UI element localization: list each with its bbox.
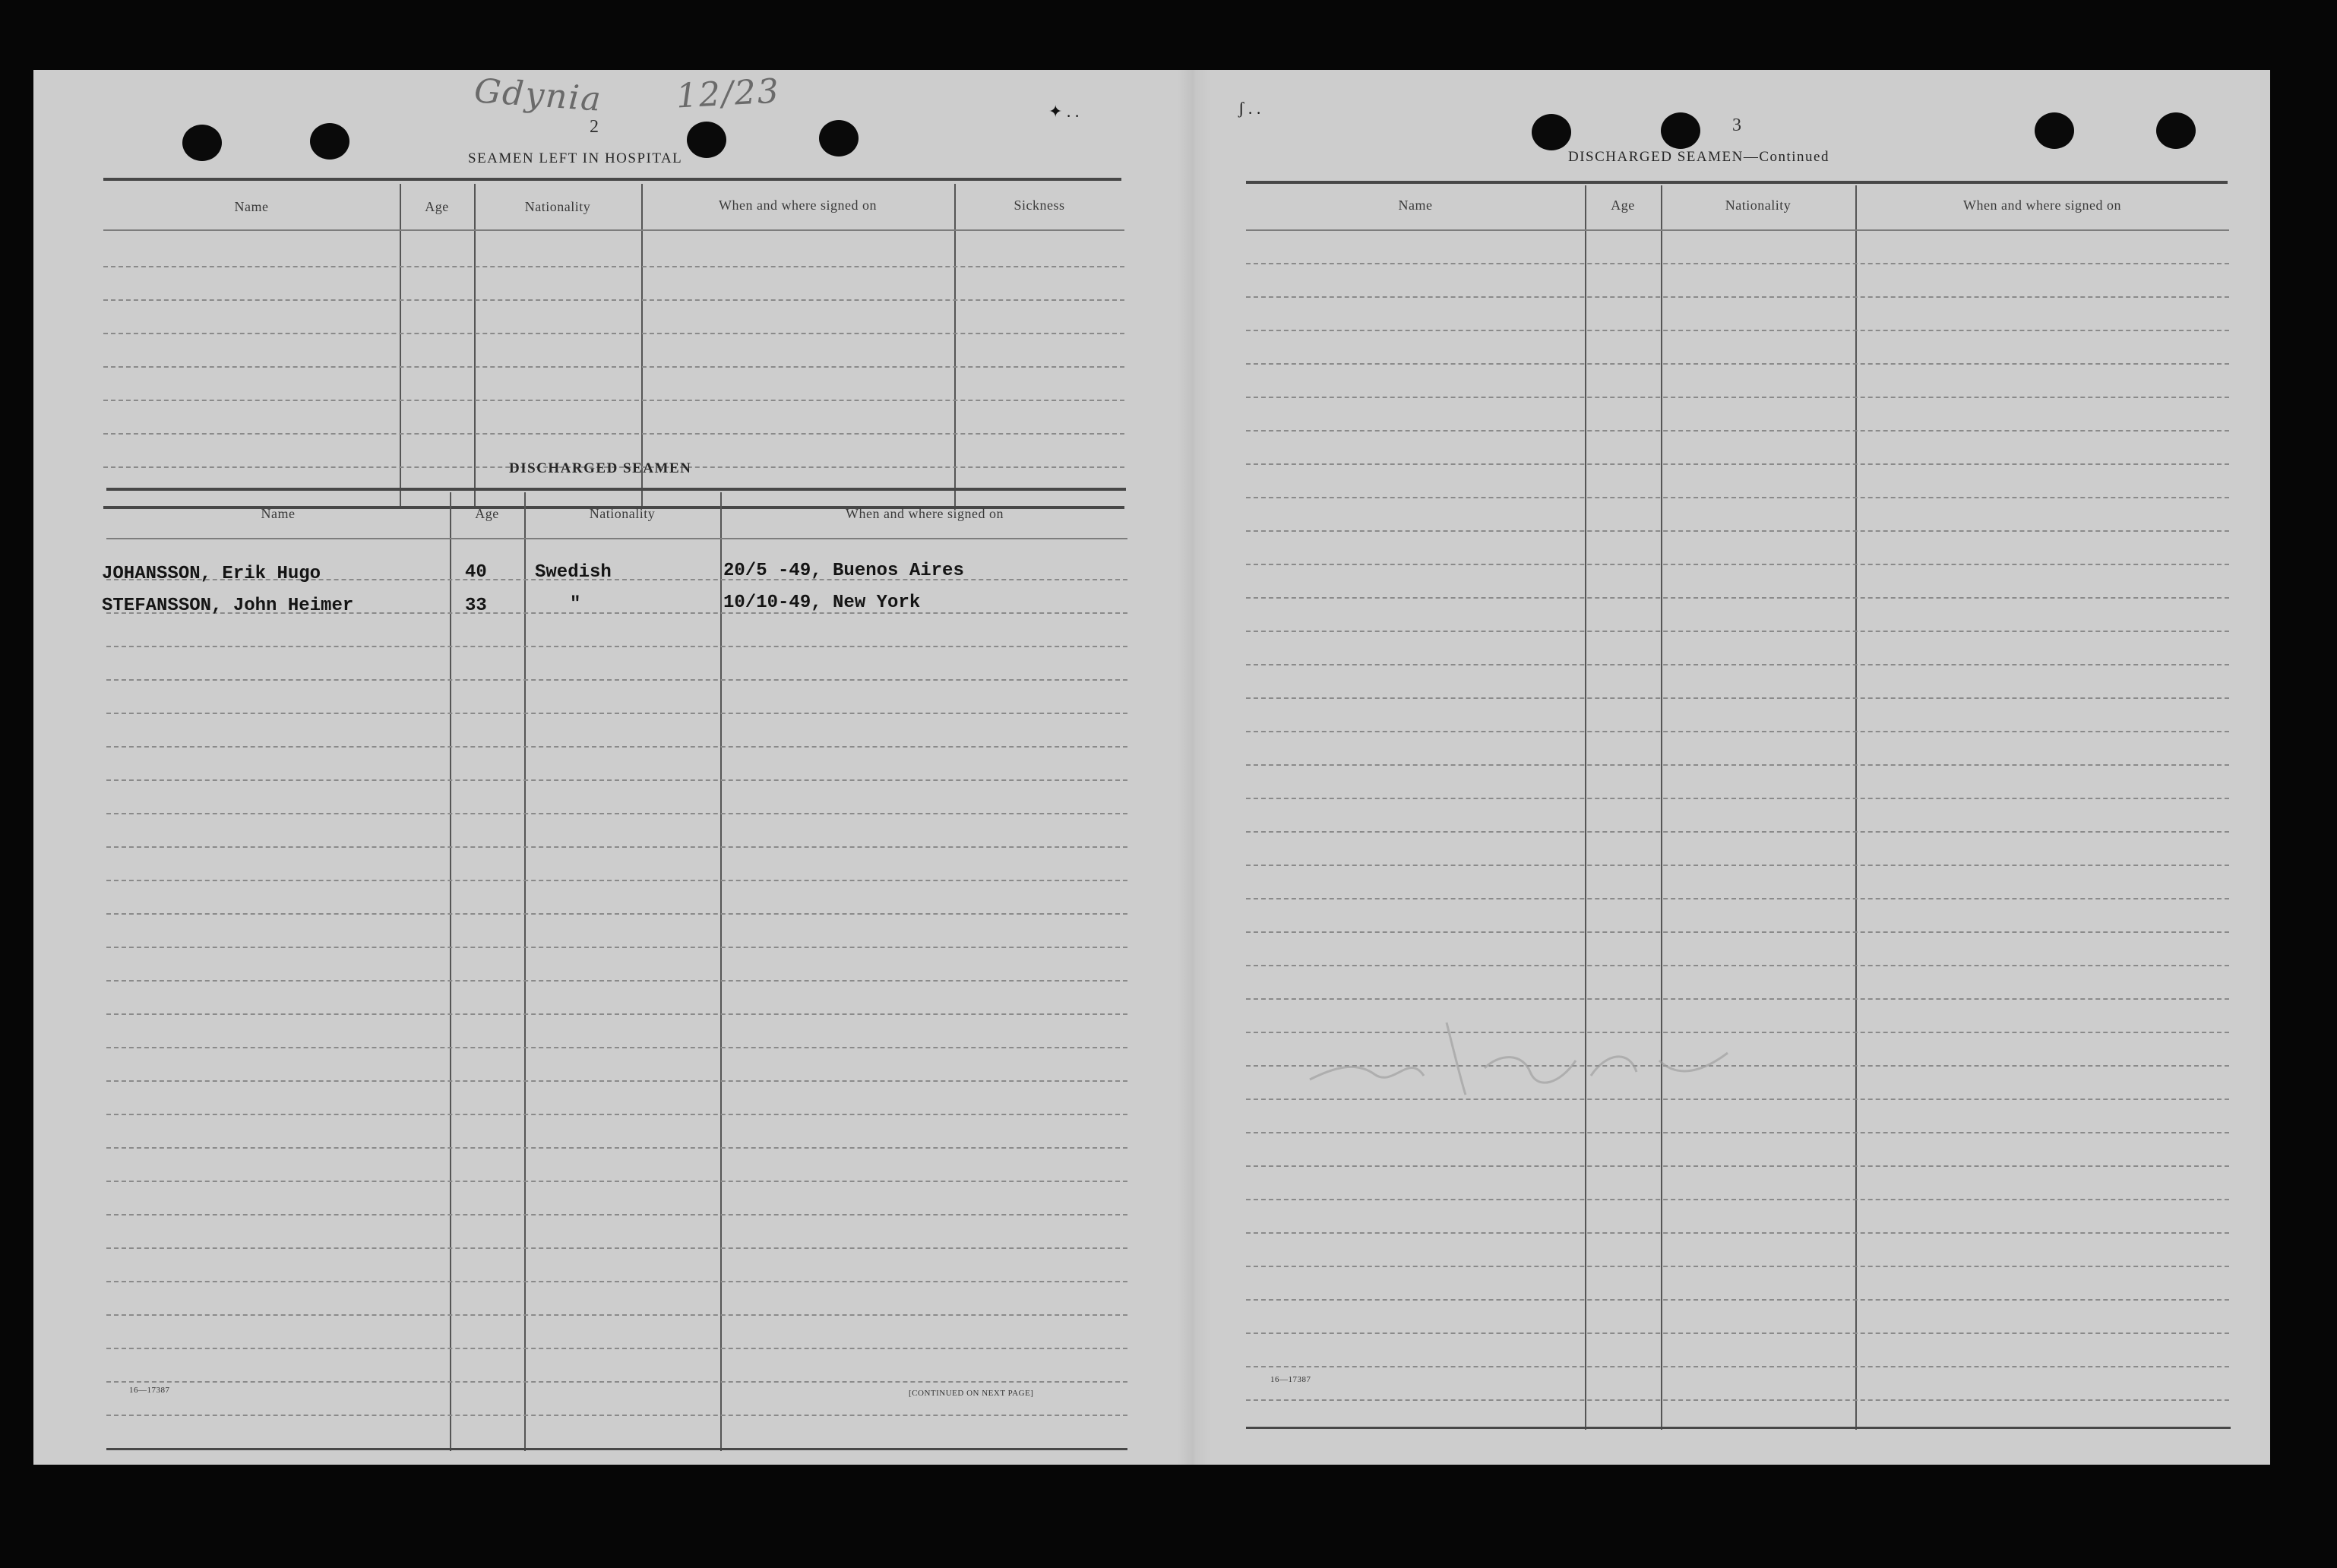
right-divider: [1661, 185, 1662, 1430]
ruled-line: [106, 1281, 1127, 1282]
hospital-col-signed-on: When and where signed on: [719, 198, 877, 213]
ruled-line: [106, 1181, 1127, 1182]
ruled-line: [1246, 463, 2229, 465]
ruled-line: [1246, 263, 2229, 264]
ruled-line: [1246, 1199, 2229, 1200]
table-row-age: 33: [465, 596, 487, 616]
center-fold: [1178, 70, 1211, 1465]
table-row-age: 40: [465, 562, 487, 583]
ruled-line: [1246, 631, 2229, 632]
right-top-rule: [1246, 181, 2228, 184]
ruled-line: [1246, 330, 2229, 331]
table-row-nationality: Swedish: [535, 562, 612, 583]
discharged-top-rule: [106, 488, 1126, 491]
ruled-line: [106, 679, 1127, 681]
ruled-line: [106, 1381, 1127, 1383]
ruled-line: [106, 1147, 1127, 1149]
table-row-nationality: ": [570, 594, 581, 615]
discharged-col-nationality: Nationality: [589, 506, 656, 521]
ruled-line: [106, 947, 1127, 948]
ruled-line: [1246, 296, 2229, 298]
ruled-line: [106, 746, 1127, 748]
ruled-line: [1246, 1165, 2229, 1167]
table-row-signed-on: 10/10-49, New York: [723, 593, 921, 613]
right-bottom-rule: [1246, 1427, 2231, 1429]
form-number-left: 16—17387: [129, 1386, 170, 1395]
ruled-line: [1246, 731, 2229, 732]
bleed-through-signature: [1302, 1007, 1758, 1106]
discharged-col-age: Age: [475, 506, 499, 521]
ruled-line: [1246, 798, 2229, 799]
right-col-age: Age: [1611, 198, 1635, 213]
right-col-signed-on: When and where signed on: [1963, 198, 2121, 213]
ruled-line: [1246, 1299, 2229, 1301]
ruled-line: [106, 1314, 1127, 1316]
ruled-line: [1246, 1232, 2229, 1234]
ruled-line: [1246, 1332, 2229, 1334]
right-col-nationality: Nationality: [1725, 198, 1791, 213]
ruled-line: [106, 880, 1127, 881]
ruled-line: [1246, 1266, 2229, 1267]
ruled-line: [1246, 564, 2229, 565]
ruled-line: [1246, 430, 2229, 432]
punch-hole: [2156, 112, 2196, 149]
ruled-line: [106, 846, 1127, 848]
ruled-line: [1246, 764, 2229, 766]
right-divider: [1855, 185, 1857, 1430]
punch-hole: [687, 122, 726, 158]
ruled-line: [1246, 363, 2229, 365]
discharged-col-name: Name: [261, 506, 296, 521]
ruled-line: [1246, 865, 2229, 866]
right-section-title: DISCHARGED SEAMEN—Continued: [1568, 149, 1829, 165]
ruled-line: [106, 1247, 1127, 1249]
ruled-line: [1246, 697, 2229, 699]
ruled-line: [1246, 497, 2229, 498]
hospital-header-rule: [103, 229, 1124, 231]
discharged-col-signed-on: When and where signed on: [846, 506, 1004, 521]
ruled-line: [1246, 597, 2229, 599]
ruled-line: [1246, 998, 2229, 1000]
handwritten-port: Gdynia: [473, 71, 604, 119]
hospital-col-name: Name: [234, 199, 269, 214]
hospital-col-nationality: Nationality: [524, 199, 591, 214]
ruled-line: [1246, 1132, 2229, 1133]
right-col-name: Name: [1398, 198, 1433, 213]
hospital-row-line: [103, 266, 1124, 267]
right-divider: [1585, 185, 1586, 1430]
ruled-line: [1246, 831, 2229, 833]
ruled-line: [106, 646, 1127, 647]
ruled-line: [106, 1080, 1127, 1082]
discharged-section-title: DISCHARGED SEAMEN: [509, 460, 692, 476]
hospital-divider: [954, 184, 956, 509]
ruled-line: [1246, 931, 2229, 933]
ruled-line: [1246, 965, 2229, 966]
ruled-line: [1246, 898, 2229, 899]
discharged-divider: [524, 492, 526, 1451]
hospital-divider: [474, 184, 476, 509]
table-row-name: JOHANSSON, Erik Hugo: [102, 564, 321, 584]
ruled-line: [1246, 397, 2229, 398]
hospital-divider: [400, 184, 401, 509]
hospital-row-line: [103, 366, 1124, 368]
hospital-row-line: [103, 299, 1124, 301]
discharged-header-rule: [106, 538, 1127, 539]
ruled-line: [106, 779, 1127, 781]
discharged-bottom-rule: [106, 1448, 1127, 1450]
punch-hole: [1532, 114, 1571, 150]
table-row-name: STEFANSSON, John Heimer: [102, 596, 354, 616]
hospital-row-line: [103, 433, 1124, 435]
hospital-col-age: Age: [425, 199, 449, 214]
page-number-left: 2: [590, 117, 599, 137]
ink-mark: ✦ . .: [1048, 102, 1080, 121]
discharged-divider: [720, 492, 722, 1451]
ruled-line: [106, 980, 1127, 982]
hospital-row-line: [103, 400, 1124, 401]
ruled-line: [106, 1415, 1127, 1416]
hospital-top-rule: [103, 178, 1121, 181]
hospital-row-line: [103, 333, 1124, 334]
ruled-line: [1246, 664, 2229, 665]
ruled-line: [1246, 530, 2229, 532]
ruled-line: [106, 713, 1127, 714]
ruled-line: [106, 913, 1127, 915]
discharged-divider: [450, 492, 451, 1451]
ruled-line: [106, 1348, 1127, 1349]
ruled-line: [1246, 1399, 2229, 1401]
ruled-line: [1246, 1366, 2229, 1367]
document-sheet: [33, 70, 2270, 1465]
ruled-line: [106, 1214, 1127, 1216]
ruled-line: [106, 1114, 1127, 1115]
continued-note: [CONTINUED ON NEXT PAGE]: [909, 1389, 1034, 1398]
table-row-signed-on: 20/5 -49, Buenos Aires: [723, 561, 964, 581]
handwritten-date: 12/23: [675, 71, 782, 116]
ruled-line: [106, 813, 1127, 814]
ruled-line: [106, 1013, 1127, 1015]
ruled-line: [106, 1047, 1127, 1048]
punch-hole: [2035, 112, 2074, 149]
page-number-right: 3: [1732, 115, 1741, 135]
punch-hole: [1661, 112, 1700, 149]
punch-hole: [819, 120, 859, 156]
hospital-col-sickness: Sickness: [1014, 198, 1065, 213]
punch-hole: [310, 123, 349, 160]
right-header-rule: [1246, 229, 2229, 231]
form-number-right: 16—17387: [1270, 1375, 1311, 1384]
hospital-section-title: SEAMEN LEFT IN HOSPITAL: [468, 150, 683, 166]
ink-mark: ʃ . .: [1238, 99, 1261, 118]
punch-hole: [182, 125, 222, 161]
